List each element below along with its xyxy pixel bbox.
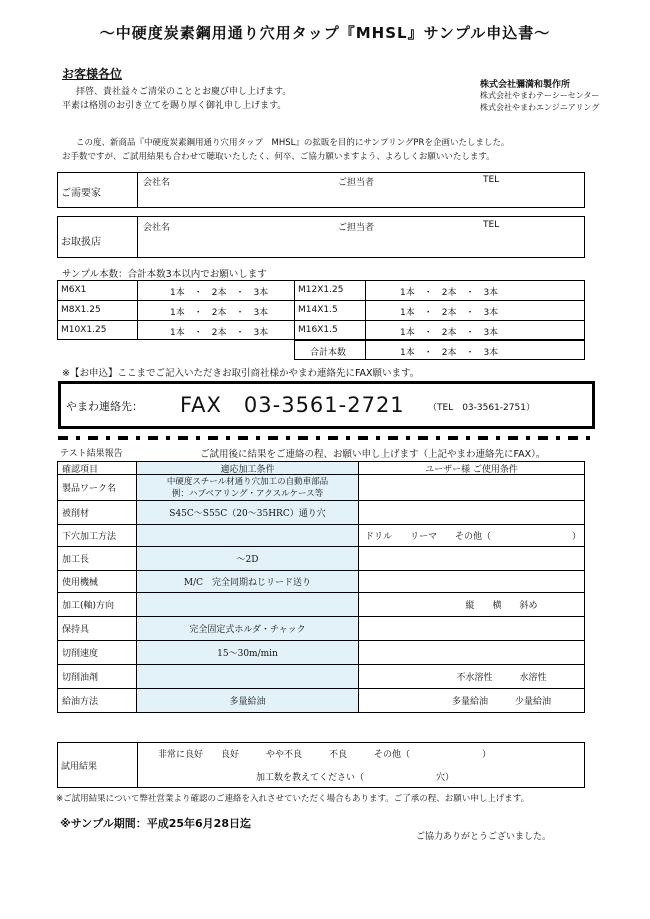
size-m8: M8X1.25 <box>61 305 101 315</box>
test-row-condition: M/C 完全同期ねじリード送り <box>137 571 358 593</box>
trial-holes[interactable]: 加工数を教えてください（ 穴） <box>256 773 455 783</box>
total-label: 合計本数 <box>310 348 347 358</box>
trial-options[interactable]: 非常に良好 良好 やや不良 不良 その他（ ） <box>158 750 492 760</box>
test-row-user[interactable] <box>358 571 585 593</box>
test-row-condition: ～2D <box>137 547 358 571</box>
test-col-user: ユーザー様 ご使用条件 <box>358 461 585 475</box>
test-row-item: 切削油剤 <box>57 665 137 689</box>
trial-label: 試用結果 <box>61 762 98 772</box>
test-row-item: 加工(軸)方向 <box>57 593 137 617</box>
qty-total[interactable]: 1本 ・ 2本 ・ 3本 <box>400 348 499 358</box>
company-name: 株式会社彌満和製作所 <box>480 80 571 90</box>
dealer-company-field[interactable]: 会社名 <box>143 223 171 233</box>
customer-company-field[interactable]: 会社名 <box>143 178 171 188</box>
test-note: ご試用後に結果をご連絡の程、お願い申し上げます（上記やまわ連絡先にFAX）。 <box>200 449 546 460</box>
test-row-item: 保持具 <box>57 617 137 641</box>
qty-m12[interactable]: 1本 ・ 2本 ・ 3本 <box>400 288 499 298</box>
size-m6: M6X1 <box>61 285 87 295</box>
qty-m8[interactable]: 1本 ・ 2本 ・ 3本 <box>170 308 269 318</box>
test-row-item: 製品ワーク名 <box>57 475 137 501</box>
test-row-user[interactable] <box>358 547 585 571</box>
greeting-heading: お客様各位 <box>62 67 123 81</box>
intro-line-1: この度、新商品『中硬度炭素鋼用通り穴用タップ MHSL』の拡販を目的にサンプリングPRを企画いたしました。 <box>76 138 510 148</box>
test-row-item: 給油方法 <box>57 689 137 713</box>
fax-number: FAX 03-3561-2721 <box>180 393 405 417</box>
test-row-item: 使用機械 <box>57 571 137 593</box>
cut-line <box>58 436 598 440</box>
size-m16: M16X1.5 <box>298 325 338 335</box>
apply-note: ※【お申込】ここまでご記入いただきお取引商社様かやまわ連絡先にFAX願います。 <box>62 368 420 379</box>
test-row-item: 加工長 <box>57 547 137 571</box>
greeting-line-1: 拝啓、貴社益々ご清栄のこととお慶び申し上げます。 <box>76 87 292 97</box>
company-sub-2: 株式会社やまわエンジニアリング <box>480 103 600 112</box>
dealer-label: お取扱店 <box>61 237 101 248</box>
test-col-condition: 適応加工条件 <box>137 461 358 475</box>
fax-tel: （TEL 03-3561-2751） <box>428 403 535 413</box>
test-row-condition <box>137 665 358 689</box>
fax-label: やまわ連絡先： <box>66 400 143 413</box>
customer-label: ご需要家 <box>61 188 101 199</box>
qty-m6[interactable]: 1本 ・ 2本 ・ 3本 <box>170 288 269 298</box>
customer-tel-field[interactable]: TEL <box>483 175 500 185</box>
test-row-user[interactable] <box>358 617 585 641</box>
footer-note: ※ご試用結果について弊社営業より確認のご連絡を入れさせていただく場合もあります。ご了承の程、お願い申し上げます。 <box>56 794 530 804</box>
test-row-item: 被削材 <box>57 501 137 525</box>
qty-m14[interactable]: 1本 ・ 2本 ・ 3本 <box>400 308 499 318</box>
test-row-item: 切削速度 <box>57 641 137 665</box>
size-m10: M10X1.25 <box>61 325 107 335</box>
dealer-tel-field[interactable]: TEL <box>483 220 500 230</box>
sample-period: ※サンプル期間：平成25年6月28日迄 <box>60 817 251 830</box>
greeting-line-2: 平素は格別のお引き立てを賜り厚く御礼申し上げます。 <box>62 101 287 111</box>
size-m14: M14X1.5 <box>298 305 338 315</box>
qty-m10[interactable]: 1本 ・ 2本 ・ 3本 <box>170 328 269 338</box>
test-row-user[interactable]: ドリル リーマ その他（ ） <box>358 525 585 547</box>
test-row-user[interactable]: 不水溶性 水溶性 <box>358 665 585 689</box>
sample-heading: サンプル本数：合計本数3本以内でお願いします <box>62 269 267 280</box>
test-row-item: 下穴加工方法 <box>57 525 137 547</box>
test-row-user[interactable] <box>358 475 585 501</box>
company-sub-1: 株式会社やまわテーシーセンター <box>480 91 600 100</box>
test-row-condition: 中硬度スチール材通り穴加工の自動車部品 例：ハブベアリング・アクスルケース等 <box>137 475 358 501</box>
test-row-user[interactable]: 縦 横 斜め <box>358 593 585 617</box>
test-row-condition: 15～30m/min <box>137 641 358 665</box>
size-m12: M12X1.25 <box>298 285 344 295</box>
test-col-item: 確認項目 <box>57 461 137 475</box>
test-row-condition <box>137 593 358 617</box>
thanks: ご協力ありがとうございました。 <box>416 832 552 842</box>
test-row-user[interactable] <box>358 501 585 525</box>
intro-line-2: お手数ですが、ご試用結果も合わせて聴取いたしたく、何卒、ご協力願いますよう、よろしくお願いいたします。 <box>62 152 495 162</box>
customer-person-field[interactable]: ご担当者 <box>338 178 375 188</box>
test-row-user[interactable]: 多量給油 少量給油 <box>358 689 585 713</box>
dealer-person-field[interactable]: ご担当者 <box>338 223 375 233</box>
qty-m16[interactable]: 1本 ・ 2本 ・ 3本 <box>400 328 499 338</box>
test-heading: テスト結果報告 <box>60 449 123 459</box>
test-row-condition: S45C～S55C（20～35HRC）通り穴 <box>137 501 358 525</box>
test-row-condition <box>137 525 358 547</box>
test-row-user[interactable] <box>358 641 585 665</box>
page-title: ～中硬度炭素鋼用通り穴用タップ『MHSL』サンプル申込書～ <box>99 24 551 42</box>
test-row-condition: 完全固定式ホルダ・チャック <box>137 617 358 641</box>
test-row-condition: 多量給油 <box>137 689 358 713</box>
